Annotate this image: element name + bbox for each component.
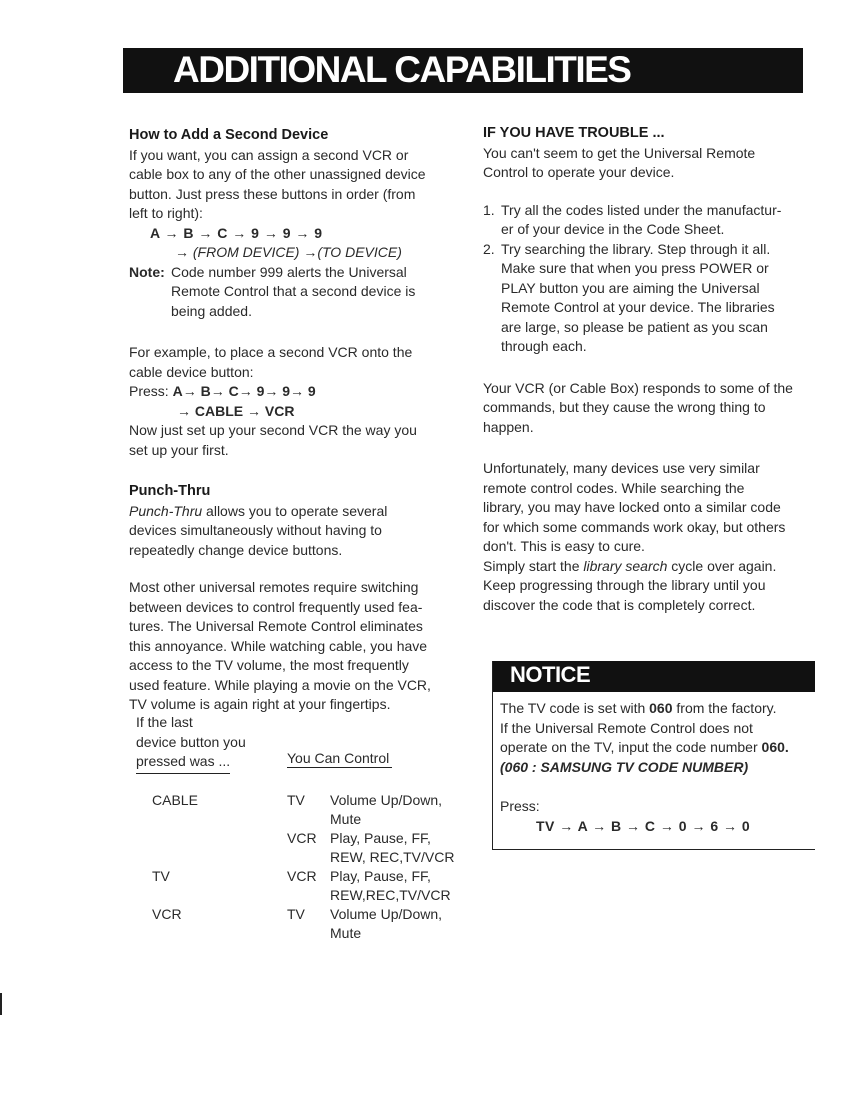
trouble-line: Control to operate your device. xyxy=(483,164,675,180)
notice-press-label: Press: xyxy=(500,798,540,814)
table-cell-function xyxy=(330,791,460,829)
punch-thru-para: Most other universal remotes require switching xyxy=(129,579,419,595)
list-number: 2. xyxy=(483,240,495,257)
punch-thru-para: between devices to control frequently used fea- xyxy=(129,598,423,615)
second-device-line: cable box to any of the other unassigned device xyxy=(129,166,426,182)
table-cell-device: VCR xyxy=(152,906,182,922)
tv-code: 060. xyxy=(761,739,789,755)
trouble-para: Your VCR (or Cable Box) responds to some of the xyxy=(483,379,793,396)
notice-line xyxy=(500,738,812,758)
text-run: operate on the TV, input the code number xyxy=(500,739,762,755)
note-text: Code number 999 alerts the Universal xyxy=(171,263,407,280)
punch-thru-para: this annoyance. While watching cable, you have xyxy=(129,637,428,654)
trouble-para: for which some commands work okay, but others xyxy=(483,518,786,535)
trouble-para: don't. This is easy to cure. xyxy=(483,538,645,554)
list-line: er of your device in the Code Sheet. xyxy=(501,221,725,237)
punch-thru-term: Punch-Thru xyxy=(129,502,203,519)
notice-line: If the Universal Remote Control does not xyxy=(500,719,753,736)
second-device-line: If you want, you can assign a second VCR or xyxy=(129,146,409,163)
notice-box xyxy=(492,661,815,850)
table-cell-device: TV xyxy=(152,868,170,884)
list-item xyxy=(483,201,813,240)
trouble-list xyxy=(483,201,813,357)
trouble-para: Keep progressing through the library until you xyxy=(483,577,766,593)
function-line: Mute xyxy=(330,811,362,827)
list-line: are large, so please be patient as you scan xyxy=(501,318,768,335)
second-device-line: left to right): xyxy=(129,205,203,221)
note-label: Note: xyxy=(129,263,165,280)
function-line: Volume Up/Down, xyxy=(330,906,443,922)
trouble-para: happen. xyxy=(483,418,534,435)
table-cell-control: VCR xyxy=(287,830,317,846)
example-line: For example, to place a second VCR onto the xyxy=(129,344,413,360)
function-line: Play, Pause, FF, xyxy=(330,868,431,884)
function-line: Mute xyxy=(330,925,362,941)
list-line: Make sure that when you press POWER or xyxy=(501,260,769,276)
trouble-para: commands, but they cause the wrong thing to xyxy=(483,399,766,415)
punch-thru-line: repeatedly change device buttons. xyxy=(129,541,343,558)
press-sequence-cont: → CABLE → VCR xyxy=(177,402,295,419)
arrow-icon: → xyxy=(175,244,189,260)
notice-line xyxy=(500,699,812,719)
function-line: REW,REC,TV/VCR xyxy=(330,887,451,903)
punch-thru-para: access to the TV volume, the most frequently xyxy=(129,657,409,673)
punch-thru-para: TV volume is again right at your fingertips. xyxy=(129,696,391,712)
trouble-para: discover the code that is completely correct. xyxy=(483,596,756,613)
punch-thru-section xyxy=(129,482,464,715)
trouble-para xyxy=(483,557,813,577)
note-text: Remote Control that a second device is xyxy=(171,283,416,299)
trouble-line: You can't seem to get the Universal Remote xyxy=(483,144,756,161)
trouble-heading: IF YOU HAVE TROUBLE ... xyxy=(483,125,665,141)
second-device-heading: How to Add a Second Device xyxy=(129,127,329,143)
second-device-section xyxy=(129,126,464,321)
trouble-para: remote control codes. While searching the xyxy=(483,479,745,496)
table-header-device xyxy=(136,713,286,774)
table-cell-function xyxy=(330,829,460,867)
table-cell-device: CABLE xyxy=(152,792,198,808)
arrow-icon: → xyxy=(303,244,318,260)
function-line: Play, Pause, FF, xyxy=(330,830,431,846)
text-run: from the factory. xyxy=(672,700,777,716)
table-header-line: pressed was ... xyxy=(136,752,230,774)
list-line: PLAY button you are aiming the Universal xyxy=(501,279,760,296)
trouble-section xyxy=(483,124,813,615)
example-section xyxy=(129,343,464,460)
table-cell-function xyxy=(330,867,460,905)
notice-body xyxy=(500,699,812,836)
table-header-line: If the last xyxy=(136,714,193,730)
press-label: Press: xyxy=(129,383,173,399)
punch-thru-heading: Punch-Thru xyxy=(129,483,211,499)
table-cell-function xyxy=(330,905,460,943)
text-run: cycle over again. xyxy=(667,557,777,574)
notice-press-sequence: TV → A → B → C → 0 → 6 → 0 xyxy=(536,817,751,834)
trouble-para: library, you may have locked onto a similar code xyxy=(483,499,781,515)
to-device-label: (TO DEVICE) xyxy=(317,244,402,260)
function-line: REW, REC,TV/VCR xyxy=(330,849,455,865)
page-title: ADDITIONAL CAPABILITIES xyxy=(173,49,631,90)
second-device-line: button. Just press these buttons in order (from xyxy=(129,185,416,202)
example-line: set up your first. xyxy=(129,441,229,458)
list-number: 1. xyxy=(483,201,495,218)
list-item xyxy=(483,240,813,357)
punch-thru-intro: allows you to operate several xyxy=(202,502,388,519)
tv-code: 060 xyxy=(649,700,673,716)
library-search-term: library search xyxy=(583,557,668,574)
table-header-line: device button you xyxy=(136,733,246,750)
notice-title: NOTICE xyxy=(510,662,591,687)
press-sequence: A→ B→ C→ 9→ 9→ 9 xyxy=(172,383,316,399)
notice-header xyxy=(493,661,815,692)
note xyxy=(129,263,464,283)
table-cell-control: TV xyxy=(287,792,305,808)
table-cell-control: VCR xyxy=(287,868,317,884)
list-line: through each. xyxy=(501,338,587,354)
button-sequence: A → B → C → 9 → 9 → 9 xyxy=(150,224,323,241)
notice-emphasis: (060 : SAMSUNG TV CODE NUMBER) xyxy=(500,758,749,775)
note-text: being added. xyxy=(171,302,252,319)
punch-thru-para: tures. The Universal Remote Control eliminates xyxy=(129,618,423,634)
function-line: Volume Up/Down, xyxy=(330,792,443,808)
trouble-para: Unfortunately, many devices use very similar xyxy=(483,460,760,476)
list-line: Remote Control at your device. The libraries xyxy=(501,299,775,315)
list-line: Try all the codes listed under the manufactur- xyxy=(501,201,782,218)
list-line: Try searching the library. Step through it all. xyxy=(501,240,771,257)
punch-thru-para: used feature. While playing a movie on the VCR, xyxy=(129,676,431,693)
punch-thru-line xyxy=(129,502,464,522)
example-line: cable device button: xyxy=(129,363,254,380)
press-row xyxy=(129,382,464,402)
table-cell-control: TV xyxy=(287,906,305,922)
text-run: The TV code is set with xyxy=(500,700,650,716)
text-run: Simply start the xyxy=(483,557,584,574)
from-device-label: (FROM DEVICE) xyxy=(189,244,304,260)
example-line: Now just set up your second VCR the way you xyxy=(129,422,417,438)
right-column xyxy=(483,124,813,615)
left-column xyxy=(129,126,464,715)
margin-mark xyxy=(0,993,2,1015)
title-banner xyxy=(123,48,803,93)
button-sequence-cont xyxy=(175,243,464,263)
table-header-control: You Can Control xyxy=(287,750,392,768)
punch-thru-line: devices simultaneously without having to xyxy=(129,522,382,538)
